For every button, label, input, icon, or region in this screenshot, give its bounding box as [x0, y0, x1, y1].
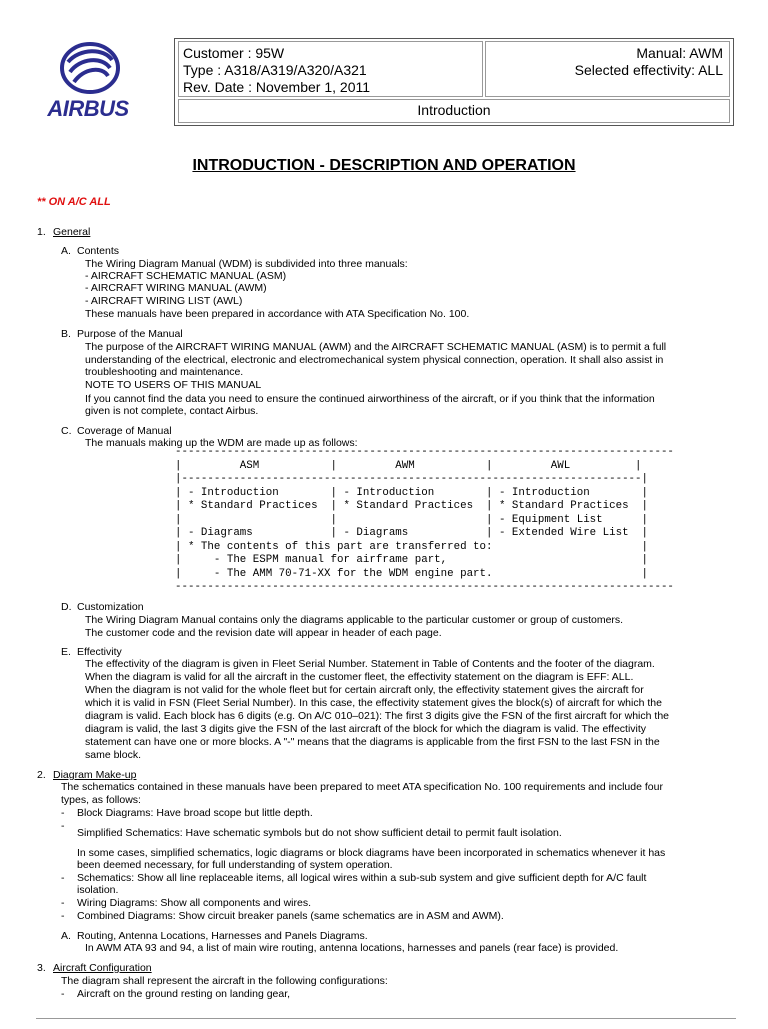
manual-info: [485, 41, 730, 97]
text-line: In AWM ATA 93 and 94, a list of main wire routing, antenna locations, harnesses and panels (rear face) is provided.: [85, 942, 619, 954]
section-1-number: 1.: [37, 226, 46, 238]
sub-b-heading: Purpose of the Manual: [77, 328, 183, 340]
section-3-heading: Aircraft Configuration: [53, 962, 152, 974]
text-line: If you cannot find the data you need to ensure the continued airworthiness of the aircraft, or if you think that the information: [85, 393, 655, 405]
sub-a-heading: Contents: [77, 245, 120, 257]
chapter-name: Introduction: [178, 99, 730, 123]
text-line: understanding of the electrical, electronic and electromechanical system physical connection, operation. It shall also assist in: [85, 354, 664, 366]
text-line: Simplified Schematics: Have schematic symbols but do not show sufficient detail to permit fault isolation.: [77, 827, 562, 839]
bullet-dash: -: [61, 910, 65, 922]
text-line: When the diagram is valid for all the aircraft in the customer fleet, the effectivity statement on the diagram is EFF: ALL.: [85, 671, 634, 683]
text-line: troubleshooting and maintenance.: [85, 366, 244, 378]
text-line: - AIRCRAFT WIRING MANUAL (AWM): [85, 282, 267, 294]
revision-date: Rev. Date : November 1, 2011: [183, 79, 371, 95]
sub-a-label: A.: [61, 245, 71, 257]
section-3-number: 3.: [37, 962, 46, 974]
sub-e-heading: Effectivity: [77, 646, 122, 658]
customer-info: [178, 41, 483, 97]
sub-2a-heading: Routing, Antenna Locations, Harnesses and Panels Diagrams.: [77, 930, 368, 942]
text-line: These manuals have been prepared in accordance with ATA Specification No. 100.: [85, 308, 470, 320]
airbus-swirl-icon: [58, 40, 122, 96]
sub-c-label: C.: [61, 425, 72, 437]
text-line: diagram is valid, the last 3 digits give the FSN of the last aircraft of the block for which the diagram is valid. The effectivity: [85, 723, 647, 735]
text-line: isolation.: [77, 884, 119, 896]
text-line: Wiring Diagrams: Show all components and wires.: [77, 897, 312, 909]
text-line: The manuals making up the WDM are made up as follows:: [85, 437, 358, 449]
bullet-dash: -: [61, 988, 65, 1000]
text-line: The diagram shall represent the aircraft in the following configurations:: [61, 975, 388, 987]
text-line: Block Diagrams: Have broad scope but little depth.: [77, 807, 313, 819]
manual-name: Manual: AWM: [636, 45, 723, 61]
text-line: The Wiring Diagram Manual contains only the diagrams applicable to the particular customer or group of customers.: [85, 614, 624, 626]
text-line: Combined Diagrams: Show circuit breaker panels (same schematics are in ASM and AWM).: [77, 910, 504, 922]
text-line: NOTE TO USERS OF THIS MANUAL: [85, 379, 262, 391]
wdm-coverage-table: ----------------------------------------------------------------------------- | ASM | AWM | AWL | |-----------------------------------------------------------------------| | - Introduction | - Introduction | - Introduction | | * Standard Practices | * Standard Practices | * Standard Practices | | | | - Equipment List | | - Diagrams | - Diagrams | - Extended Wire List | | * The contents of this part are transferred to: | | - The ESPM manual for airframe part, | | - The AMM 70-71-XX for the WDM engine part. | -----------------------------------------------------------------------------: [175, 446, 674, 593]
text-line: Schematics: Show all line replaceable items, all logical wires within a sub-sub system and give sufficient depth for A/C fault: [77, 872, 647, 884]
text-line: which it is valid in FSN (Fleet Serial Number). In this case, the effectivity statement gives the block(s) of aircraft for which the: [85, 697, 662, 709]
section-1-heading: General: [53, 226, 91, 238]
text-line: The effectivity of the diagram is given in Fleet Serial Number. Statement in Table of Contents and the footer of the diagram.: [85, 658, 655, 670]
aircraft-type: Type : A318/A319/A320/A321: [183, 62, 367, 78]
sub-b-label: B.: [61, 328, 71, 340]
text-line: diagram is valid. Each block has 6 digits (e.g. On A/C 010–021): The first 3 digits give the FSN of the first aircraft for which the: [85, 710, 669, 722]
sub-2a-label: A.: [61, 930, 71, 942]
text-line: In some cases, simplified schematics, logic diagrams or block diagrams have been incorporated in schematics whenever it has: [77, 847, 666, 859]
page-title: INTRODUCTION - DESCRIPTION AND OPERATION: [192, 157, 576, 174]
text-line: When the diagram is not valid for the whole fleet but for certain aircraft only, the effectivity statement gives the aircraft for: [85, 684, 644, 696]
section-2-number: 2.: [37, 769, 46, 781]
sub-e-label: E.: [61, 646, 71, 658]
text-line: statement can have one or more blocks. A "-" means that the diagrams is applicable from the first FSN to the last FSN in the: [85, 736, 660, 748]
text-line: types, as follows:: [61, 794, 141, 806]
bullet-dash: -: [61, 820, 65, 832]
text-line: The Wiring Diagram Manual (WDM) is subdivided into three manuals:: [85, 258, 408, 270]
bullet-dash: -: [61, 872, 65, 884]
section-2-heading: Diagram Make-up: [53, 769, 137, 781]
customer-code: Customer : 95W: [183, 45, 285, 61]
text-line: been deemed necessary, for full understanding of system operation.: [77, 859, 393, 871]
sub-d-label: D.: [61, 601, 72, 613]
text-line: - AIRCRAFT SCHEMATIC MANUAL (ASM): [85, 270, 287, 282]
text-line: - AIRCRAFT WIRING LIST (AWL): [85, 295, 243, 307]
text-line: The customer code and the revision date will appear in header of each page.: [85, 627, 442, 639]
text-line: given is not complete, contact Airbus.: [85, 405, 259, 417]
airbus-wordmark: AIRBUS: [47, 96, 129, 121]
text-line: The schematics contained in these manuals have been prepared to meet ATA specification No. 100 requirements and include four: [61, 781, 663, 793]
airbus-logo: [36, 40, 142, 124]
text-line: same block.: [85, 749, 142, 761]
selected-effectivity: Selected effectivity: ALL: [574, 62, 723, 78]
bullet-dash: -: [61, 897, 65, 909]
applicability-note: ** ON A/C ALL: [37, 196, 111, 208]
sub-c-heading: Coverage of Manual: [77, 425, 172, 437]
bullet-dash: -: [61, 807, 65, 819]
text-line: Aircraft on the ground resting on landing gear,: [77, 988, 291, 1000]
page-header: [174, 38, 734, 126]
sub-d-heading: Customization: [77, 601, 144, 613]
text-line: The purpose of the AIRCRAFT WIRING MANUAL (AWM) and the AIRCRAFT SCHEMATIC MANUAL (ASM) is to permit a full: [85, 341, 667, 353]
